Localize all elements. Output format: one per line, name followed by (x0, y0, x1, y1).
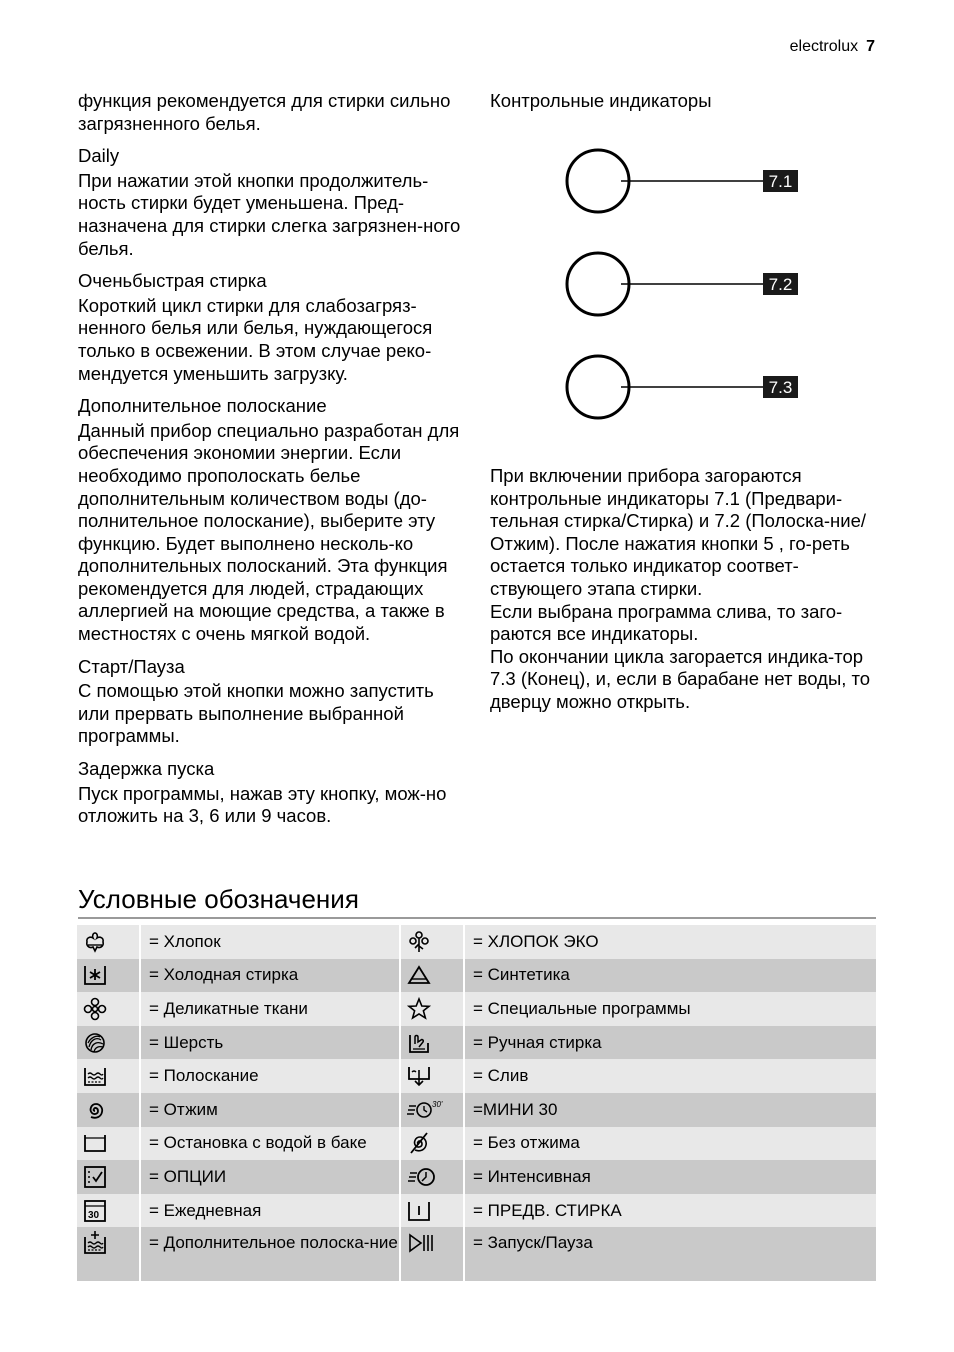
legend-row (77, 1026, 876, 1060)
legend-label: = Отжим (141, 1093, 401, 1127)
legend-label: = Без отжима (465, 1127, 876, 1161)
legend-row (77, 959, 876, 993)
legend-row (77, 925, 876, 959)
section-text-extra-rinse: Данный прибор специально разработан для обеспечения экономии энергии. Если необходимо прополоскать белье дополнительным количеством воды (до-полнительное полоскание), выберите эту функцию. Будет выполнено несколь-ко дополнительных полосканий. Эта функция рекомендуется для людей, страдающих аллергией на моющие средства, а также в местностях с очень мягкой водой. (78, 419, 460, 645)
indicator-7-3 (567, 356, 798, 418)
legend-label: = Специальные программы (465, 992, 876, 1026)
hand-wash-icon (407, 1031, 431, 1055)
svg-text:30: 30 (88, 1209, 100, 1221)
indicator-7-2 (567, 253, 798, 315)
legend-label: = ПРЕДВ. СТИРКА (465, 1194, 876, 1228)
start-pause-icon (407, 1231, 437, 1255)
section-title-quick: Оченьбыстрая стирка (78, 270, 267, 292)
no-spin-icon (407, 1131, 431, 1155)
legend-label: = Полоскание (141, 1059, 401, 1093)
legend-row (77, 1059, 876, 1093)
section-title-daily: Daily (78, 145, 120, 167)
intensive-icon (407, 1165, 437, 1189)
options-icon (83, 1165, 107, 1189)
legend-row (77, 1093, 876, 1127)
section-text-daily: При нажатии этой кнопки продолжитель-ность стирки будет уменьшена. Пред-назначена для стирки слегка загрязнен-ного белья. (78, 169, 461, 259)
page-number: 7 (866, 38, 875, 55)
legend-label: =МИНИ 30 (465, 1093, 876, 1127)
intro-text: функция рекомендуется для стирки сильно загрязненного белья. (78, 90, 451, 134)
indicators-para-3: По окончании цикла загорается индика-тор 7.3 (Конец), и, если в барабане нет воды, то дверцу можно открыть. (490, 645, 871, 712)
extra-rinse-icon (83, 1231, 107, 1255)
legend-label: = Интенсивная (465, 1160, 876, 1194)
synthetics-icon (407, 963, 431, 987)
indicator-label-7-2: 7.2 (768, 275, 793, 294)
indicator-label-7-1: 7.1 (768, 172, 793, 191)
section-title-start-pause: Старт/Пауза (78, 655, 185, 677)
cotton-icon (83, 930, 107, 954)
delicates-icon (83, 997, 107, 1021)
legend-label: = Ручная стирка (465, 1026, 876, 1060)
svg-text:30': 30' (432, 1099, 443, 1109)
legend-row (77, 1160, 876, 1194)
section-title-extra-rinse: Дополнительное полоскание (78, 395, 327, 417)
prewash-icon (407, 1199, 431, 1223)
legend-label: = Хлопок (141, 925, 401, 959)
legend-row (77, 1194, 876, 1228)
indicator-diagram (555, 140, 815, 430)
section-text-delay: Пуск программы, нажав эту кнопку, мож-но отложить на 3, 6 или 9 часов. (78, 782, 447, 827)
wool-icon (83, 1031, 107, 1055)
left-column (78, 90, 468, 828)
legend-label: = Синтетика (465, 959, 876, 993)
legend-label: = Дополнительное полоска-ние (141, 1227, 401, 1281)
section-text-quick: Короткий цикл стирки для слабозагряз-ненного белья или белья, нуждающегося только в освежении. В этом случае реко-мендуется уменьшить загрузку. (78, 294, 433, 384)
legend-table (77, 925, 876, 1281)
indicators-heading-block (490, 90, 880, 113)
rinse-icon (83, 1064, 107, 1088)
indicator-diagram-svg (555, 140, 815, 430)
indicators-title: Контрольные индикаторы (490, 90, 712, 111)
legend-label: = ОПЦИИ (141, 1160, 401, 1194)
page-header (790, 38, 875, 56)
legend-label: = Деликатные ткани (141, 992, 401, 1026)
cold-wash-icon (83, 963, 107, 987)
indicator-7-1 (567, 150, 798, 212)
section-title-delay: Задержка пуска (78, 758, 215, 780)
legend-row (77, 1227, 876, 1281)
legend-label: = ХЛОПОК ЭКО (465, 925, 876, 959)
cotton-eco-icon (407, 930, 431, 954)
indicators-description (490, 465, 882, 714)
spin-icon (83, 1098, 107, 1122)
legend-title-rule (78, 917, 876, 919)
legend-label: = Остановка с водой в баке (141, 1127, 401, 1161)
special-programs-icon (407, 997, 431, 1021)
legend-label: = Слив (465, 1059, 876, 1093)
rinse-hold-icon (83, 1131, 107, 1155)
mini-30-icon (407, 1098, 443, 1122)
indicators-para-2: Если выбрана программа слива, то заго-раются все индикаторы. (490, 600, 843, 645)
brand-name: electrolux (789, 38, 859, 55)
daily-icon (83, 1199, 107, 1223)
legend-row (77, 1127, 876, 1161)
legend-label: = Холодная стирка (141, 959, 401, 993)
section-text-start-pause: С помощью этой кнопки можно запустить или прервать выполнение выбранной программы. (78, 680, 434, 747)
legend-label: = Запуск/Пауза (465, 1227, 876, 1281)
legend-label: = Шерсть (141, 1026, 401, 1060)
legend-label: = Ежедневная (141, 1194, 401, 1228)
indicators-para-1: При включении прибора загораются контрольные индикаторы 7.1 (Предвари-тельная стирка/Стирка) и 7.2 (Полоска-ние/Отжим). После нажатия кнопки 5 , го-реть остается только индикатор соответ-ствующего этапа стирки. (490, 465, 866, 599)
legend-title: Условные обозначения (78, 884, 359, 914)
legend-row (77, 992, 876, 1026)
indicator-label-7-3: 7.3 (768, 378, 793, 397)
drain-icon (407, 1064, 431, 1088)
